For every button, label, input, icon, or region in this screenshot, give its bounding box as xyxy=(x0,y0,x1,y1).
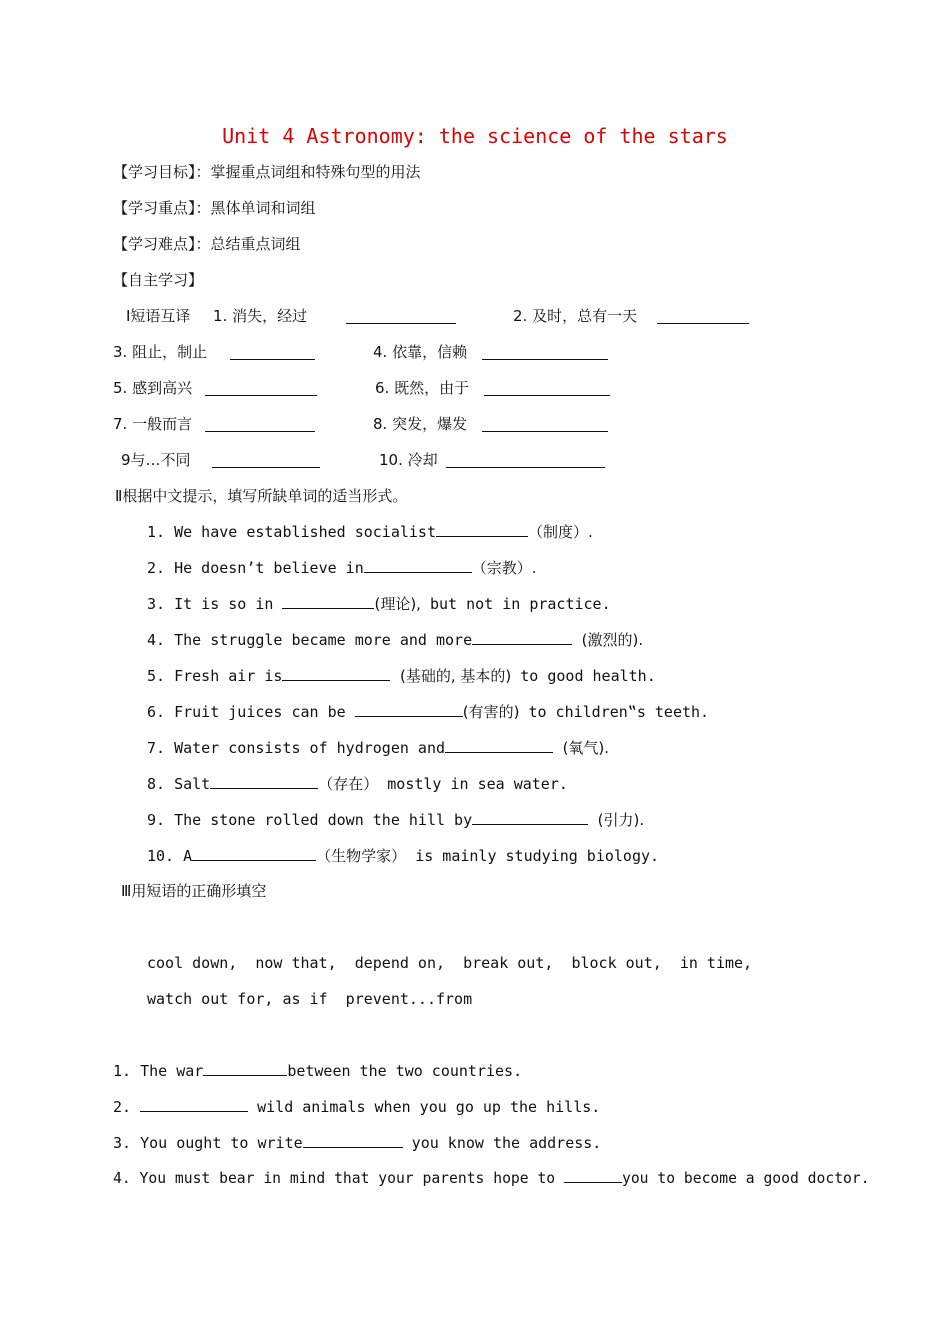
sentence-text: We have established socialist xyxy=(174,523,436,541)
phrase-item xyxy=(113,377,192,399)
item-number: 5. xyxy=(113,379,128,397)
sentence-text: wild animals when you go up the hills. xyxy=(248,1098,601,1116)
answer-blank[interactable] xyxy=(657,309,749,324)
hint-text: （生物学家） xyxy=(316,847,407,865)
item-number: 2. xyxy=(513,307,528,325)
sentence-item xyxy=(147,809,644,831)
item-number: 4. xyxy=(113,1170,131,1187)
answer-blank[interactable] xyxy=(472,810,588,825)
answer-blank[interactable] xyxy=(482,345,608,360)
item-number: 8. xyxy=(147,775,166,793)
sentence-text: Fruit juices can be xyxy=(174,703,355,721)
sentence-text: Water consists of hydrogen and xyxy=(174,739,446,757)
answer-blank[interactable] xyxy=(282,666,390,681)
answer-blank[interactable] xyxy=(482,417,608,432)
phrase-item xyxy=(213,305,307,327)
sentence-text: you to become a good doctor. xyxy=(621,1170,870,1187)
sentence-text: to children‟s teeth. xyxy=(519,703,710,721)
item-number: 4. xyxy=(147,631,166,649)
sentence-text: The war xyxy=(140,1062,204,1080)
item-text: 冷却 xyxy=(407,451,438,469)
phrase-bank-line-1: cool down, now that, depend on, break out, block out, in time, xyxy=(147,954,753,972)
item-number: 3. xyxy=(113,343,128,361)
sentence-text: you know the address. xyxy=(402,1134,602,1152)
item-number: 1. xyxy=(113,1062,132,1080)
item-number: 6. xyxy=(375,379,390,397)
fill-item xyxy=(113,1096,600,1118)
answer-blank[interactable] xyxy=(140,1097,248,1112)
item-text: 感到高兴 xyxy=(132,379,193,397)
section1-heading: Ⅰ短语互译 xyxy=(126,307,191,325)
sentence-item xyxy=(147,629,643,651)
sentence-item xyxy=(147,773,568,795)
answer-blank[interactable] xyxy=(346,309,456,324)
self-study-heading: 【自主学习】 xyxy=(113,271,204,289)
sentence-item xyxy=(147,737,609,759)
phrase-bank-line-2: watch out for, as if prevent...from xyxy=(147,990,473,1008)
sentence-text: between the two countries. xyxy=(287,1062,523,1080)
item-number: 6. xyxy=(147,703,166,721)
item-text: 一般而言 xyxy=(132,415,193,433)
answer-blank[interactable] xyxy=(445,738,553,753)
item-number: 2. xyxy=(113,1098,132,1116)
item-text: 及时，总有一天 xyxy=(532,307,638,325)
hint-text: (基础的, 基本的) xyxy=(390,667,512,685)
sentence-item xyxy=(147,701,709,723)
item-number: 7. xyxy=(147,739,166,757)
sentence-text: The struggle became more and more xyxy=(174,631,473,649)
answer-blank[interactable] xyxy=(205,417,315,432)
answer-blank[interactable] xyxy=(355,702,463,717)
meta-focus xyxy=(113,197,316,219)
answer-blank[interactable] xyxy=(205,381,317,396)
sentence-text: You ought to write xyxy=(140,1134,303,1152)
item-number: 1. xyxy=(147,523,166,541)
answer-blank[interactable] xyxy=(364,558,472,573)
phrase-item xyxy=(375,377,469,399)
answer-blank[interactable] xyxy=(472,630,572,645)
hint-text: （制度）. xyxy=(528,523,593,541)
phrase-item xyxy=(113,413,192,435)
answer-blank[interactable] xyxy=(203,1061,287,1076)
sentence-item xyxy=(147,557,537,579)
item-number: 8. xyxy=(373,415,388,433)
answer-blank[interactable] xyxy=(212,453,320,468)
fill-item xyxy=(113,1168,870,1190)
item-number: 1. xyxy=(213,307,228,325)
phrase-item xyxy=(379,449,438,471)
item-number: 10. xyxy=(147,847,175,865)
section2-heading: Ⅱ根据中文提示，填写所缺单词的适当形式。 xyxy=(115,487,408,505)
hint-text: （宗教）. xyxy=(471,559,537,577)
fill-item xyxy=(113,1132,601,1154)
meta-label: 【学习难点】： xyxy=(113,235,211,253)
hint-text: (引力). xyxy=(588,811,645,829)
sentence-text: but not in practice. xyxy=(420,595,611,613)
item-number: 9 xyxy=(121,451,131,469)
hint-text: (氧气). xyxy=(553,739,610,757)
item-text: 与…不同 xyxy=(130,451,191,469)
meta-label: 【学习目标】： xyxy=(113,163,211,181)
answer-blank[interactable] xyxy=(192,846,316,861)
item-number: 2. xyxy=(147,559,166,577)
item-number: 3. xyxy=(113,1134,132,1152)
sentence-text: mostly in sea water. xyxy=(378,775,568,793)
hint-text: (有害的) xyxy=(462,703,520,721)
phrase-item xyxy=(121,449,191,471)
section3-heading: Ⅲ用短语的正确形填空 xyxy=(121,882,267,900)
answer-blank[interactable] xyxy=(303,1133,403,1148)
phrase-item xyxy=(373,413,467,435)
sentence-text: A xyxy=(183,847,193,865)
sentence-text: You must bear in mind that your parents hope to xyxy=(139,1170,564,1187)
item-text: 依靠，信赖 xyxy=(392,343,468,361)
answer-blank[interactable] xyxy=(436,522,528,537)
item-text: 突发，爆发 xyxy=(392,415,468,433)
meta-difficulty xyxy=(113,233,301,255)
item-number: 9. xyxy=(147,811,166,829)
sentence-text: The stone rolled down the hill by xyxy=(174,811,473,829)
sentence-text: It is so in xyxy=(174,595,283,613)
item-number: 3. xyxy=(147,595,166,613)
meta-text: 掌握重点词组和特殊句型的用法 xyxy=(210,163,421,181)
hint-text: (理论), xyxy=(374,595,421,613)
item-number: 10. xyxy=(379,451,403,469)
item-number: 4. xyxy=(373,343,388,361)
sentence-text: Salt xyxy=(174,775,211,793)
item-number: 5. xyxy=(147,667,166,685)
phrase-item xyxy=(513,305,637,327)
item-text: 既然，由于 xyxy=(394,379,470,397)
sentence-text: He doesn’t believe in xyxy=(174,559,364,577)
item-text: 阻止，制止 xyxy=(132,343,208,361)
fill-item xyxy=(113,1060,522,1082)
meta-text: 黑体单词和词组 xyxy=(210,199,316,217)
meta-text: 总结重点词组 xyxy=(210,235,301,253)
phrase-item xyxy=(113,341,207,363)
page-title: Unit 4 Astronomy: the science of the stars xyxy=(222,124,728,148)
item-text: 消失，经过 xyxy=(232,307,308,325)
sentence-text: to good health. xyxy=(511,667,656,685)
hint-text: （存在） xyxy=(318,775,379,793)
phrase-item xyxy=(373,341,467,363)
answer-blank[interactable] xyxy=(282,594,374,609)
answer-blank[interactable] xyxy=(446,453,605,468)
answer-blank[interactable] xyxy=(484,381,610,396)
answer-blank[interactable] xyxy=(210,774,318,789)
item-number: 7. xyxy=(113,415,128,433)
sentence-text: is mainly studying biology. xyxy=(406,847,660,865)
sentence-item xyxy=(147,593,611,615)
answer-blank[interactable] xyxy=(564,1168,622,1183)
sentence-text: Fresh air is xyxy=(174,667,283,685)
sentence-item xyxy=(147,845,659,867)
sentence-item xyxy=(147,521,593,543)
hint-text: (激烈的). xyxy=(572,631,644,649)
meta-label: 【学习重点】： xyxy=(113,199,211,217)
answer-blank[interactable] xyxy=(230,345,315,360)
meta-goal xyxy=(113,161,421,183)
sentence-item xyxy=(147,665,656,687)
